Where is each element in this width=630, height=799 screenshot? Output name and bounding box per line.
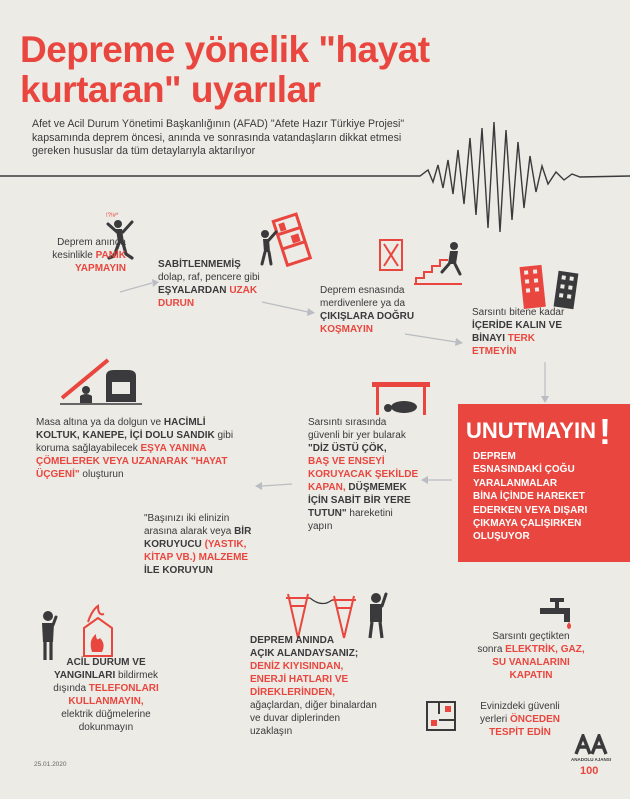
tip-drop-cover-hold: Sarsıntı sırasında güvenli bir yer bularak "DİZ ÜSTÜ ÇÖK, BAŞ VE ENSEYİ KORUYACAK ŞEKİLDE KAPAN, DÜŞMEMEK İÇİN SABİT BİR YERE TUTUN" hareketini yapın xyxy=(308,417,419,532)
tip-safe-places: Evinizdeki güvenli yerleri ÖNCEDEN TESPİT EDİN xyxy=(479,701,561,738)
anadolu-logo: ANADOLU AJANSI 100 xyxy=(566,734,616,794)
tip-close-valves: Sarsıntı geçtikten sonra ELEKTRİK, GAZ, SU VANALARINI KAPATIN xyxy=(477,631,585,681)
date-label: 25.01.2020 xyxy=(34,761,67,768)
tip-no-phone: ACİL DURUM VE YANGINLARI bildirmek dışında TELEFONLARI KULLANMAYIN, elektrik düğmelerine dokunmayın xyxy=(53,657,159,733)
tip-no-running-exits: Deprem esnasında merdivenlere ya da ÇIKIŞLARA DOĞRU KOŞMAYIN xyxy=(320,285,415,335)
under-table-icon xyxy=(370,380,432,416)
aa-logo-icon xyxy=(574,734,608,756)
subtitle: Afet ve Acil Durum Yönetimi Başkanlığının (AFAD) "Afete Hazır Türkiye Projesi" kapsamında deprem öncesi, anında ve sonrasında vatandaşların dikkat etmesi gereken hususlar da tüm detaylarıyla aktarılıyor xyxy=(32,118,405,157)
life-triangle-icon xyxy=(58,352,144,408)
warning-text: DEPREM ESNASINDAKİ ÇOĞU YARALANMALAR BİNA İÇİNDE HAREKET EDERKEN VEYA DIŞARI ÇIKMAYA ÇALIŞIRKEN OLUŞUYOR xyxy=(473,451,588,543)
svg-text:!?!#*: !?!#* xyxy=(106,213,119,219)
tip-open-area: DEPREM ANINDA AÇIK ALANDAYSANIZ; DENİZ KIYISINDAN, ENERJİ HATLARI VE DİREKLERİNDEN, ağaçlardan, diğer binalardan ve duvar diplerinden uzaklaşın xyxy=(250,635,377,737)
phone-fire-icon xyxy=(36,604,116,662)
tip-stay-inside: Sarsıntı bitene kadar İÇERİDE KALIN VE BİNAYI TERK ETMEYİN xyxy=(472,307,565,357)
tip-protect-head: "Başınızı iki elinizin arasına alarak veya BİR KORUYUCU (YASTIK, KİTAP VB.) MALZEME İLE KORUYUN xyxy=(144,513,252,576)
buildings-icon xyxy=(514,260,584,310)
power-lines-icon xyxy=(282,586,392,640)
tip-life-triangle: Masa altına ya da dolgun ve HACİMLİ KOLTUK, KANEPE, İÇİ DOLU SANDIK gibi koruma sağlayabilecek EŞYA YANINA ÇÖMELEREK VEYA UZANARAK "HAYAT ÜÇGENİ" oluşturun xyxy=(36,417,234,480)
faucet-icon xyxy=(536,596,580,632)
tip-no-panic: Deprem anında kesinlikle PANİK YAPMAYIN xyxy=(52,237,126,274)
stairs-elevator-icon xyxy=(378,238,468,288)
page-title: Depreme yönelik "hayat kurtaran" uyarılar xyxy=(20,29,430,110)
warning-title: UNUTMAYIN! xyxy=(466,411,611,452)
tip-stay-away-furniture: SABİTLENMEMİŞ dolap, raf, pencere gibi EŞYALARDAN UZAK DURUN xyxy=(158,259,260,309)
floor-plan-icon xyxy=(425,700,457,732)
